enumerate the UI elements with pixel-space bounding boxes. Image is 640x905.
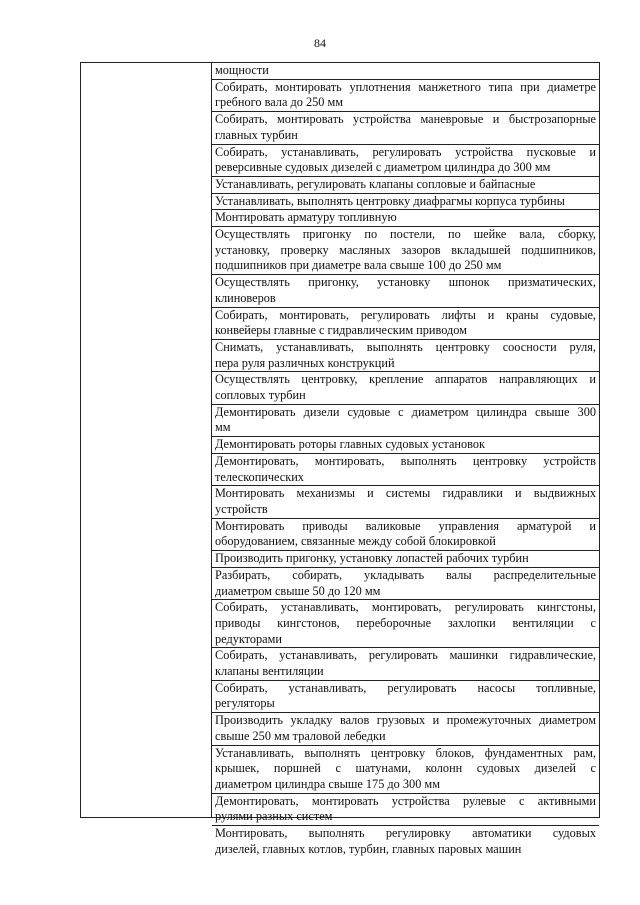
table-row: [212, 194, 599, 211]
work-table: [80, 62, 600, 856]
row-text-line: диаметром свыше 50 до 120 мм: [215, 583, 381, 598]
table-row: [212, 80, 599, 112]
table-row: [212, 210, 599, 227]
row-text-line: реверсивные судовых дизелей с диаметром цилиндра до 300 мм: [215, 160, 551, 175]
row-text-line: подшипников при диаметре вала свыше 100 до 250 мм: [215, 258, 502, 273]
row-text-line: Собирать, монтировать устройства маневровые и быстрозапорные: [215, 112, 596, 127]
row-text-line: крышек, поршней с шатунами, колонн судовых дизелей с: [215, 761, 596, 776]
table-row: [212, 340, 599, 372]
table-row: [212, 519, 599, 551]
row-text-line: Собирать, устанавливать, регулировать устройства пусковые и: [215, 144, 596, 159]
table-row: [212, 826, 599, 857]
row-text-line: рулями разных систем: [215, 809, 333, 824]
row-text-line: Устанавливать, регулировать клапаны сопловые и байпасные: [215, 176, 536, 191]
table-row: [212, 794, 599, 826]
table-row: [212, 600, 599, 648]
table-row: [212, 275, 599, 307]
row-text-line: пера руля различных конструкций: [215, 355, 395, 370]
row-text-line: Устанавливать, выполнять центровку блоков, фундаментных рам,: [215, 745, 596, 760]
row-text-line: установку, проверку масляных зазоров вкладышей подшипников,: [215, 242, 596, 257]
row-text-line: Демонтировать дизели судовые с диаметром цилиндра свыше 300: [215, 404, 596, 419]
row-text-line: Монтировать, выполнять регулировку автоматики судовых: [215, 826, 596, 841]
row-text-line: приводы кингстонов, переборочные захлопки вентиляции с: [215, 615, 596, 630]
row-text-line: мм: [215, 420, 231, 435]
row-text-line: Демонтировать, монтировать устройства рулевые с активными: [215, 793, 596, 808]
row-text-line: Монтировать арматуру топливную: [215, 210, 397, 225]
table-row: [212, 145, 599, 177]
row-text-line: Осуществлять пригонку, установку шпонок призматических,: [215, 275, 596, 290]
table-row: [212, 486, 599, 518]
row-text-line: устройств: [215, 501, 268, 516]
table-row: [212, 746, 599, 794]
row-text-line: оборудованием, связанные между собой блокировкой: [215, 534, 496, 549]
table-row: [212, 437, 599, 454]
row-text-line: Собирать, устанавливать, регулировать насосы топливные,: [215, 680, 596, 695]
row-text-line: Монтировать механизмы и системы гидравлики и выдвижных: [215, 486, 596, 501]
row-text-line: Собирать, монтировать уплотнения манжетного типа при диаметре: [215, 79, 596, 94]
row-text-line: регуляторы: [215, 696, 275, 711]
row-text-line: клапаны вентиляции: [215, 664, 324, 679]
row-text-line: Снимать, устанавливать, выполнять центровку соосности руля,: [215, 339, 596, 354]
row-text-line: Собирать, монтировать, регулировать лифты и краны судовые,: [215, 307, 596, 322]
table-row: [212, 308, 599, 340]
row-text-line: дизелей, главных котлов, турбин, главных паровых машин: [215, 841, 522, 856]
row-text-line: Устанавливать, выполнять центровку диафрагмы корпуса турбины: [215, 193, 565, 208]
row-text-line: Собирать, устанавливать, монтировать, регулировать кингстоны,: [215, 600, 596, 615]
row-text-line: сопловых турбин: [215, 388, 306, 403]
table-row: [212, 112, 599, 144]
row-text-line: Осуществлять центровку, крепление аппаратов направляющих и: [215, 372, 596, 387]
row-text-line: диаметром цилиндра свыше 175 до 300 мм: [215, 776, 440, 791]
table-row: [212, 372, 599, 404]
row-text-line: Собирать, устанавливать, регулировать машинки гидравлические,: [215, 648, 596, 663]
table-row: [212, 454, 599, 486]
table-left-column: [81, 63, 212, 817]
row-text-line: Осуществлять пригонку по постели, по шейке вала, сборку,: [215, 227, 596, 242]
row-text-line: главных турбин: [215, 127, 298, 142]
table-row: [212, 551, 599, 568]
table-row: [212, 227, 599, 275]
table-row: [212, 568, 599, 600]
table-row: [212, 63, 599, 80]
row-text-line: гребного вала до 250 мм: [215, 95, 344, 110]
table-right-column: [212, 63, 599, 856]
row-text-line: клиноверов: [215, 290, 276, 305]
row-text-line: Демонтировать роторы главных судовых установок: [215, 437, 485, 452]
table-row: [212, 648, 599, 680]
row-text-line: Производить пригонку, установку лопастей рабочих турбин: [215, 551, 529, 566]
row-text-line: конвейеры главные с гидравлическим приводом: [215, 323, 467, 338]
row-text-line: Производить укладку валов грузовых и промежуточных диаметром: [215, 713, 596, 728]
row-text-line: редукторами: [215, 631, 282, 646]
page-number: 84: [314, 36, 326, 50]
table-row: [212, 713, 599, 745]
row-text-line: свыше 250 мм траловой лебедки: [215, 728, 386, 743]
table-row: [212, 405, 599, 437]
table-row: [212, 177, 599, 194]
row-text-line: Демонтировать, монтировать, выполнять центровку устройств: [215, 453, 596, 468]
row-text-line: Монтировать приводы валиковые управления арматурой и: [215, 518, 596, 533]
row-text-line: мощности: [215, 63, 269, 77]
row-text-line: Разбирать, собирать, укладывать валы распределительные: [215, 567, 596, 582]
row-text-line: телескопических: [215, 469, 304, 484]
table-row: [212, 681, 599, 713]
